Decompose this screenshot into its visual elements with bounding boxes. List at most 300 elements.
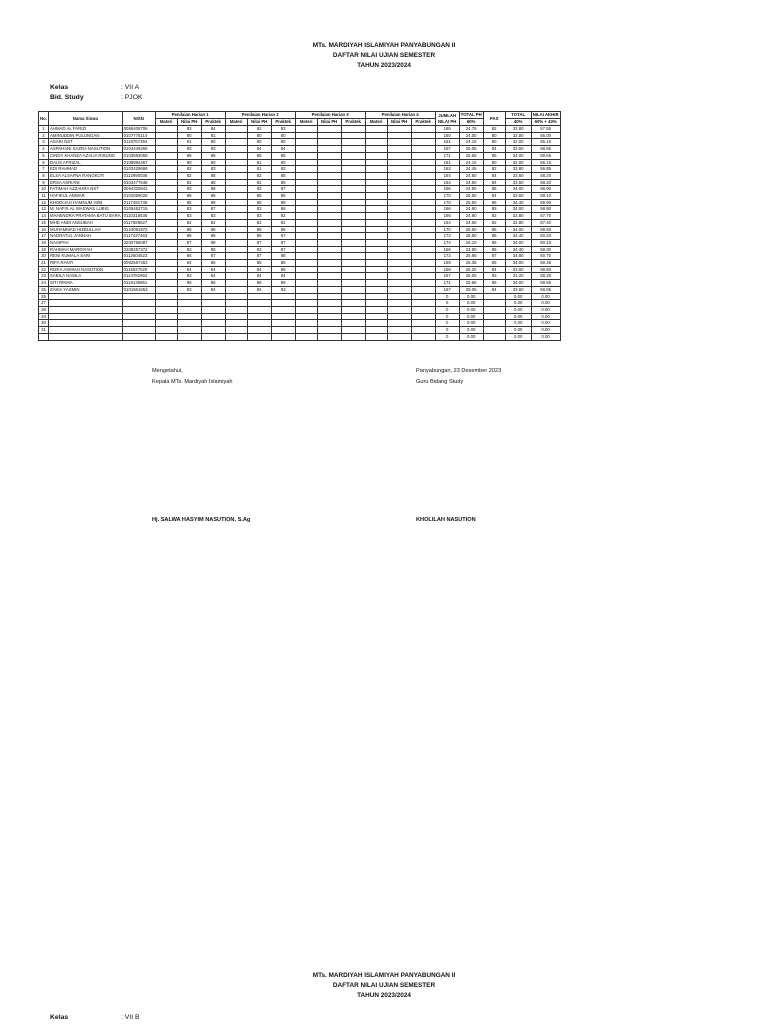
cell-p2p: 80: [271, 132, 295, 139]
cell-p2p: 85: [271, 266, 295, 273]
cell-nama: M. NAFIS AL WASWAS LUBIS: [49, 206, 123, 213]
cell-empty: [387, 260, 411, 267]
cell-empty: [317, 286, 341, 293]
cell-empty: [295, 172, 317, 179]
cell-t60: 25.50: [459, 226, 483, 233]
kelas-value-2: : VII B: [121, 1014, 140, 1021]
cell-nisn: 0112990036: [122, 172, 155, 179]
cell-p2n: 81: [247, 159, 271, 166]
cell-t60: 25.05: [459, 273, 483, 280]
cell-empty: [317, 132, 341, 139]
cell-no: 10: [39, 186, 49, 193]
cell-j: 0: [435, 313, 459, 320]
cell-j: 169: [435, 260, 459, 267]
header-ph2-nilai: Nilai PH: [247, 119, 271, 126]
cell-nisn: 3108257372: [122, 246, 155, 253]
cell-empty: [295, 213, 317, 220]
cell-pas: [483, 306, 505, 313]
cell-pas: 85: [483, 226, 505, 233]
cell-t60: 24.60: [459, 172, 483, 179]
cell-p1n: 83: [177, 206, 201, 213]
cell-no: 4: [39, 146, 49, 153]
cell-j: 164: [435, 179, 459, 186]
cell-na: 0.00: [531, 333, 560, 340]
table-row: [39, 286, 561, 293]
cell-empty: [411, 193, 435, 200]
cell-nisn: [122, 293, 155, 300]
cell-nisn: 0108994467: [122, 159, 155, 166]
cell-empty: [317, 300, 341, 307]
cell-empty: [295, 132, 317, 139]
cell-t60: 25.35: [459, 260, 483, 267]
cell-na: 0.00: [531, 313, 560, 320]
cell-nisn: 0104446265: [122, 146, 155, 153]
header-no: No.: [39, 112, 49, 126]
cell-empty: [411, 206, 435, 213]
cell-na: 0.00: [531, 320, 560, 327]
cell-no: 18: [39, 239, 49, 246]
cell-j: 171: [435, 152, 459, 159]
cell-p1n: 85: [177, 280, 201, 287]
cell-nisn: 0092557453: [122, 260, 155, 267]
cell-empty: [411, 139, 435, 146]
cell-empty: [387, 306, 411, 313]
cell-empty: [225, 186, 247, 193]
cell-p1n: 82: [177, 179, 201, 186]
cell-empty: [341, 132, 365, 139]
cell-empty: [295, 293, 317, 300]
cell-empty: [155, 280, 177, 287]
cell-t40: 33.60: [505, 286, 531, 293]
cell-p1n: 87: [177, 239, 201, 246]
cell-no: 11: [39, 193, 49, 200]
table-row: [39, 186, 561, 193]
header-ph4-praktek: Praktek: [411, 119, 435, 126]
cell-empty: [365, 260, 387, 267]
cell-nisn: 0112604523: [122, 253, 155, 260]
cell-p2p: 86: [271, 206, 295, 213]
cell-no: 7: [39, 166, 49, 173]
cell-na: 56.15: [531, 139, 560, 146]
cell-empty: [411, 126, 435, 133]
cell-p2p: 87: [271, 246, 295, 253]
cell-nama: MAHENDRA PRATAMA BATU BARA: [50, 213, 121, 219]
cell-j: 163: [435, 166, 459, 173]
cell-no: 20: [39, 253, 49, 260]
cell-na: 58.90: [531, 186, 560, 193]
cell-empty: [365, 206, 387, 213]
cell-t60: 0.00: [459, 300, 483, 307]
cell-pas: 80: [483, 159, 505, 166]
cell-p1n: [177, 313, 201, 320]
cell-empty: [155, 146, 177, 153]
cell-empty: [411, 146, 435, 153]
table-row: [39, 199, 561, 206]
cell-empty: [387, 333, 411, 340]
cell-empty: [411, 166, 435, 173]
cell-empty: [295, 306, 317, 313]
cell-empty: [387, 179, 411, 186]
header-jumlah-line2: NILAI PH: [437, 118, 457, 124]
cell-p2n: 85: [247, 260, 271, 267]
cell-na: 57.70: [531, 213, 560, 220]
cell-p2p: 82: [271, 219, 295, 226]
cell-p1p: 86: [201, 226, 225, 233]
cell-empty: [341, 206, 365, 213]
cell-na: 59.50: [531, 226, 560, 233]
cell-nama: MHD ANDI ANSUBAH: [49, 219, 123, 226]
cell-p1p: [201, 293, 225, 300]
cell-t40: 33.20: [505, 273, 531, 280]
header-40-percent: 40%: [505, 119, 531, 126]
cell-p2p: 88: [271, 199, 295, 206]
cell-p2n: 83: [247, 186, 271, 193]
table-row: [39, 253, 561, 260]
cell-empty: [317, 280, 341, 287]
cell-t40: 32.00: [505, 159, 531, 166]
cell-p2n: [247, 306, 271, 313]
cell-j: 0: [435, 293, 459, 300]
cell-empty: [225, 300, 247, 307]
cell-p1p: 88: [201, 246, 225, 253]
cell-empty: [317, 179, 341, 186]
cell-empty: [341, 333, 365, 340]
cell-pas: 86: [483, 199, 505, 206]
cell-p1p: 88: [201, 172, 225, 179]
cell-p2n: 82: [247, 179, 271, 186]
cell-na: 58.90: [531, 206, 560, 213]
cell-j: 0: [435, 327, 459, 334]
cell-p1n: [177, 320, 201, 327]
kelas-label-2: Kelas: [50, 1014, 69, 1021]
cell-empty: [317, 199, 341, 206]
cell-empty: [225, 206, 247, 213]
cell-j: 0: [435, 333, 459, 340]
cell-empty: [225, 280, 247, 287]
cell-empty: [317, 166, 341, 173]
cell-empty: [225, 226, 247, 233]
cell-pas: 85: [483, 186, 505, 193]
table-row: [39, 213, 561, 220]
cell-p2n: [247, 313, 271, 320]
cell-nisn: 0103593069: [122, 152, 155, 159]
cell-pas: [483, 313, 505, 320]
cell-empty: [365, 172, 387, 179]
table-row: [39, 226, 561, 233]
cell-nisn: 0107775114: [122, 132, 155, 139]
school-name: MTs. MARDIYAH ISLAMIYAH PANYABUNGAN II: [312, 42, 456, 49]
cell-nisn: 0110316535: [122, 213, 155, 220]
kelas-label: Kelas: [50, 84, 69, 91]
cell-empty: [341, 320, 365, 327]
cell-p2n: 84: [247, 286, 271, 293]
cell-p2n: 82: [247, 126, 271, 133]
cell-p1n: [177, 293, 201, 300]
cell-empty: [317, 226, 341, 233]
cell-empty: [341, 166, 365, 173]
cell-nisn: 0086405706: [122, 126, 155, 133]
cell-j: 160: [435, 132, 459, 139]
cell-empty: [341, 306, 365, 313]
cell-empty: [341, 253, 365, 260]
cell-p1n: 84: [177, 266, 201, 273]
cell-empty: [365, 273, 387, 280]
cell-empty: [341, 327, 365, 334]
cell-p1n: 84: [177, 260, 201, 267]
cell-p1p: 88: [201, 179, 225, 186]
cell-empty: [341, 179, 365, 186]
cell-pas: [483, 300, 505, 307]
header-ph3-nilai: Nilai PH: [317, 119, 341, 126]
cell-empty: [341, 159, 365, 166]
cell-pas: [483, 293, 505, 300]
table-row: [39, 206, 561, 213]
header-ph2-materi: Materi: [225, 119, 247, 126]
cell-no: 25: [39, 286, 49, 293]
cell-empty: [387, 186, 411, 193]
cell-p1n: 85: [177, 193, 201, 200]
cell-t60: 24.60: [459, 219, 483, 226]
cell-empty: [295, 260, 317, 267]
header-nisn: NISN: [122, 112, 155, 126]
cell-nisn: [122, 320, 155, 327]
kelas-value: : VII A: [121, 84, 140, 91]
cell-no: 30: [39, 320, 49, 327]
cell-pas: 82: [483, 213, 505, 220]
cell-p1p: 81: [201, 132, 225, 139]
cell-nisn: 0118136961: [122, 280, 155, 287]
cell-empty: [295, 280, 317, 287]
cell-p2n: 83: [247, 213, 271, 220]
cell-empty: [387, 193, 411, 200]
cell-p2p: 82: [271, 213, 295, 220]
table-row: [39, 306, 561, 313]
cell-nisn: 0102059026: [122, 193, 155, 200]
cell-empty: [295, 219, 317, 226]
cell-t60: 25.50: [459, 199, 483, 206]
cell-empty: [387, 239, 411, 246]
cell-no: 12: [39, 199, 49, 206]
cell-na: 58.80: [531, 266, 560, 273]
cell-j: 170: [435, 199, 459, 206]
cell-p2p: 83: [271, 286, 295, 293]
cell-nama: AMINUDDIN PULUNGAN: [49, 132, 123, 139]
cell-no: 15: [39, 219, 49, 226]
cell-empty: [155, 233, 177, 240]
header-ph3-praktek: Praktek: [341, 119, 365, 126]
cell-empty: [411, 219, 435, 226]
cell-p2p: 80: [271, 159, 295, 166]
cell-empty: [411, 239, 435, 246]
cell-empty: [365, 132, 387, 139]
cell-j: 167: [435, 146, 459, 153]
cell-no: 14: [39, 213, 49, 220]
cell-p2n: 82: [247, 219, 271, 226]
cell-t60: 24.15: [459, 139, 483, 146]
cell-na: 58.65: [531, 146, 560, 153]
cell-p2n: [247, 333, 271, 340]
cell-pas: 82: [483, 126, 505, 133]
cell-empty: [317, 313, 341, 320]
cell-empty: [317, 320, 341, 327]
cell-t40: 0.00: [505, 300, 531, 307]
cell-empty: [411, 199, 435, 206]
cell-nama: [49, 306, 123, 313]
cell-pas: [483, 320, 505, 327]
cell-empty: [155, 166, 177, 173]
cell-p1n: 86: [177, 152, 201, 159]
cell-no: 22: [39, 266, 49, 273]
cell-empty: [387, 126, 411, 133]
cell-empty: [225, 172, 247, 179]
table-row: [39, 300, 561, 307]
cell-nama: [49, 333, 123, 340]
cell-empty: [411, 266, 435, 273]
cell-empty: [387, 253, 411, 260]
cell-nisn: [122, 327, 155, 334]
cell-na: 59.35: [531, 260, 560, 267]
cell-t40: 33.60: [505, 266, 531, 273]
cell-t40: 0.00: [505, 333, 531, 340]
cell-pas: 82: [483, 166, 505, 173]
cell-empty: [155, 239, 177, 246]
cell-empty: [317, 333, 341, 340]
cell-nama: RIFA RANTI: [49, 260, 123, 267]
cell-empty: [317, 327, 341, 334]
cell-empty: [155, 199, 177, 206]
cell-empty: [387, 313, 411, 320]
cell-empty: [295, 327, 317, 334]
cell-p1p: 82: [201, 219, 225, 226]
cell-empty: [365, 199, 387, 206]
table-body: [39, 126, 561, 341]
cell-p2p: 87: [271, 233, 295, 240]
cell-pas: 85: [483, 206, 505, 213]
cell-empty: [317, 193, 341, 200]
cell-empty: [155, 266, 177, 273]
cell-p1p: [201, 320, 225, 327]
cell-empty: [341, 266, 365, 273]
cell-p1n: 83: [177, 246, 201, 253]
cell-empty: [155, 152, 177, 159]
cell-no: 29: [39, 313, 49, 320]
document-title-2: DAFTAR NILAI UJIAN SEMESTER: [332, 982, 436, 989]
cell-no: 31: [39, 327, 49, 334]
cell-empty: [295, 320, 317, 327]
headmaster-title: Kepala MTs. Mardiyah Islamiyah: [152, 379, 233, 385]
cell-p2n: [247, 293, 271, 300]
cell-empty: [365, 152, 387, 159]
cell-empty: [155, 132, 177, 139]
cell-p2p: 85: [271, 280, 295, 287]
cell-empty: [155, 193, 177, 200]
cell-p2p: [271, 313, 295, 320]
cell-empty: [155, 206, 177, 213]
cell-nama: [49, 313, 123, 320]
table-row: [39, 139, 561, 146]
cell-t40: 0.00: [505, 320, 531, 327]
header-ph4: Penilaian Harian 4: [365, 112, 435, 119]
cell-empty: [365, 286, 387, 293]
header-ph4-materi: Materi: [365, 119, 387, 126]
cell-empty: [341, 213, 365, 220]
cell-t40: 32.00: [505, 139, 531, 146]
cell-p1p: 83: [201, 146, 225, 153]
cell-p2n: 84: [247, 266, 271, 273]
cell-t40: 33.60: [505, 179, 531, 186]
cell-empty: [155, 260, 177, 267]
table-header: [39, 112, 561, 126]
cell-t60: 24.15: [459, 159, 483, 166]
cell-empty: [317, 139, 341, 146]
cell-no: 21: [39, 260, 49, 267]
cell-pas: 83: [483, 273, 505, 280]
header-ph1: Penilaian Harian 1: [155, 112, 225, 119]
cell-empty: [155, 186, 177, 193]
cell-empty: [365, 266, 387, 273]
cell-j: 164: [435, 219, 459, 226]
cell-empty: [341, 193, 365, 200]
cell-empty: [365, 219, 387, 226]
cell-nisn: 0117437463: [122, 233, 155, 240]
header-nama: Nama Siswa: [49, 112, 123, 126]
academic-year: TAHUN 2023/2024: [357, 62, 411, 69]
cell-p1p: 86: [201, 260, 225, 267]
cell-p2n: [247, 320, 271, 327]
cell-p2n: 80: [247, 132, 271, 139]
cell-empty: [365, 246, 387, 253]
cell-t60: 25.65: [459, 152, 483, 159]
cell-empty: [411, 132, 435, 139]
cell-no: 23: [39, 273, 49, 280]
cell-pas: [483, 333, 505, 340]
cell-j: 170: [435, 193, 459, 200]
table-row: [39, 159, 561, 166]
cell-na: 60.20: [531, 233, 560, 240]
cell-j: 166: [435, 186, 459, 193]
cell-t60: 25.05: [459, 146, 483, 153]
cell-empty: [411, 306, 435, 313]
cell-empty: [341, 260, 365, 267]
cell-empty: [411, 293, 435, 300]
cell-nama: EDI RAHMAD: [49, 166, 123, 173]
header-total: TOTAL: [505, 112, 531, 119]
cell-nama: DAUS AFRIZAL: [49, 159, 123, 166]
cell-empty: [411, 313, 435, 320]
cell-j: 167: [435, 286, 459, 293]
cell-nisn: 0094320841: [122, 186, 155, 193]
cell-p1n: 80: [177, 132, 201, 139]
cell-empty: [225, 313, 247, 320]
cell-p1n: [177, 306, 201, 313]
cell-pas: 86: [483, 246, 505, 253]
cell-empty: [387, 246, 411, 253]
cell-empty: [155, 306, 177, 313]
cell-empty: [295, 179, 317, 186]
place-date: Panyabungan, 23 Desember 2023: [416, 368, 502, 374]
cell-p1p: [201, 300, 225, 307]
cell-empty: [317, 273, 341, 280]
cell-empty: [295, 246, 317, 253]
cell-t40: 32.80: [505, 219, 531, 226]
cell-empty: [365, 333, 387, 340]
cell-t40: 33.60: [505, 172, 531, 179]
cell-empty: [317, 266, 341, 273]
document-title: DAFTAR NILAI UJIAN SEMESTER: [332, 52, 436, 59]
cell-t60: 0.00: [459, 333, 483, 340]
cell-empty: [295, 253, 317, 260]
table-row: [39, 246, 561, 253]
